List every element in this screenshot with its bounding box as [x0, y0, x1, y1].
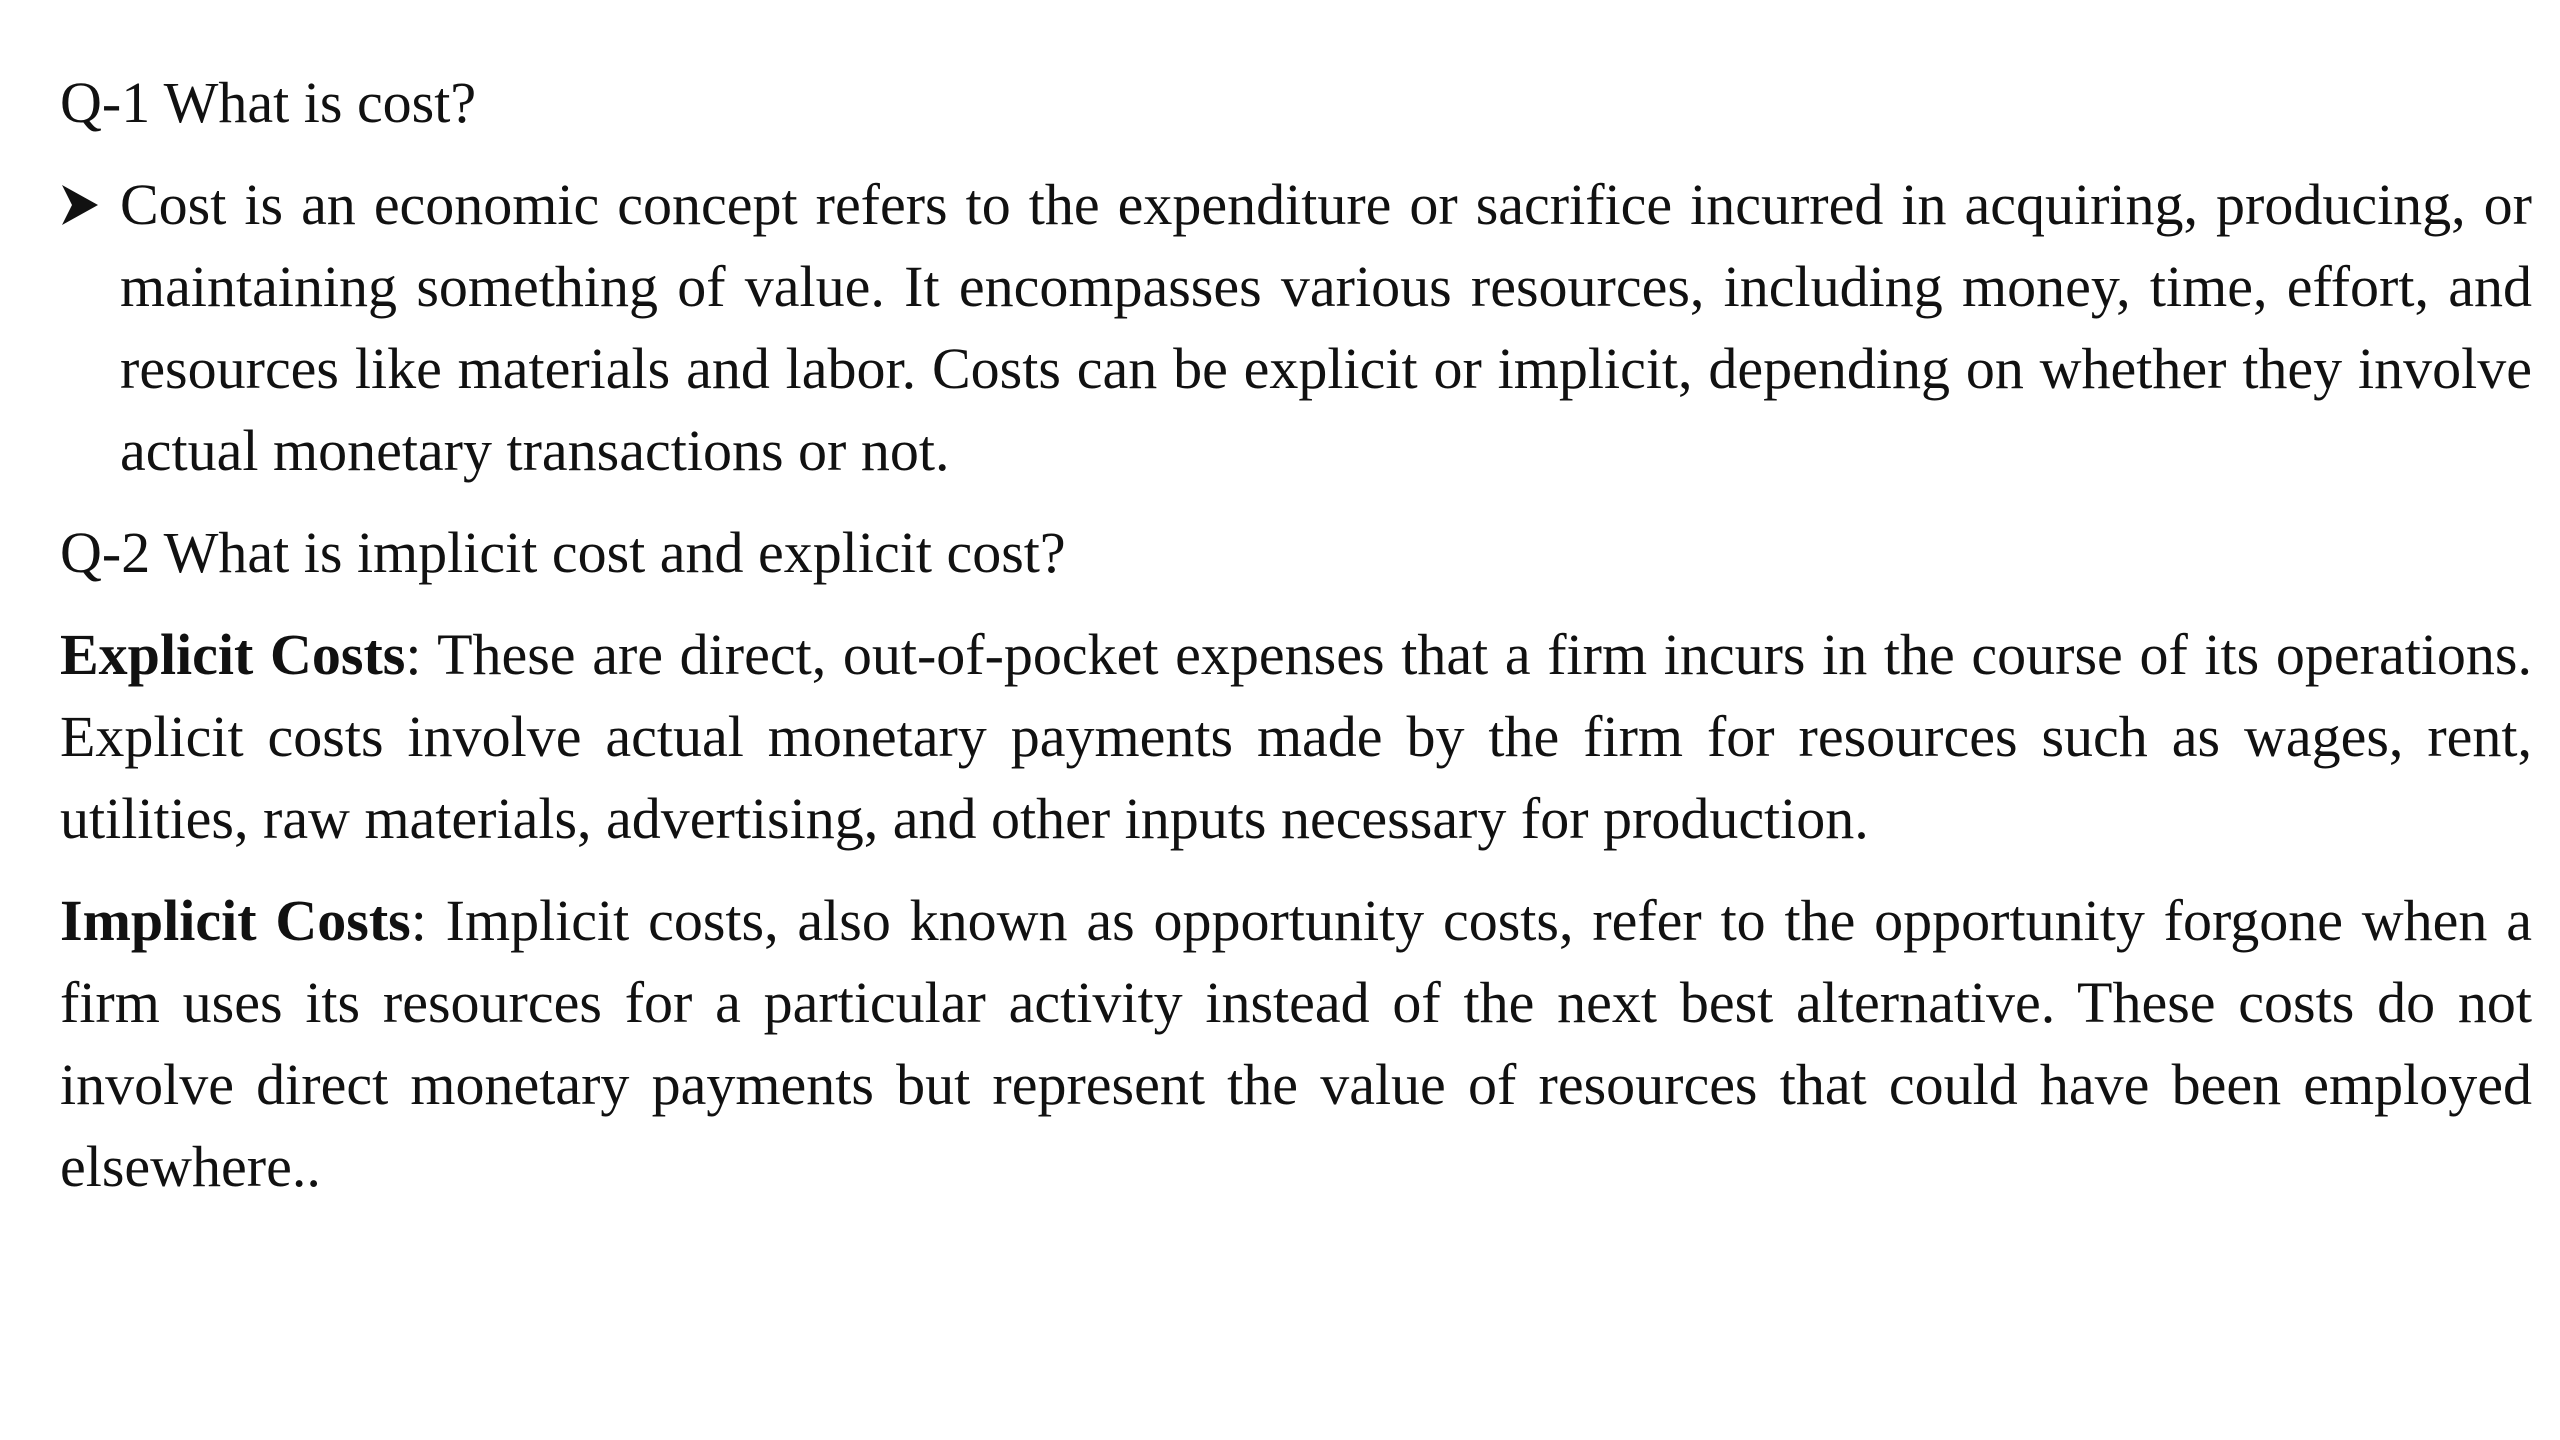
question-1-answer-bullet: [60, 164, 2532, 492]
implicit-costs-text: : Implicit costs, also known as opportunity costs, refer to the opportunity forgone when a firm uses its resources for a particular activity instead of the next best alternative. These costs do not involve direct monetary payments but represent the value of resources that could have been employed elsewhere..: [60, 888, 2532, 1199]
explicit-costs-term: Explicit Costs: [60, 622, 406, 687]
implicit-costs-term: Implicit Costs: [60, 888, 411, 953]
question-1-heading: Q-1 What is cost?: [60, 70, 477, 135]
arrowhead-bullet-icon: [60, 164, 120, 246]
document-page: [60, 62, 2532, 1228]
question-2-heading: Q-2 What is implicit cost and explicit cost?: [60, 520, 1066, 585]
explicit-costs-text: : These are direct, out-of-pocket expenses that a firm incurs in the course of its operations. Explicit costs involve actual monetary payments made by the firm for resources such as wages, rent, utilities, raw materials, advertising, and other inputs necessary for production.: [60, 622, 2532, 851]
implicit-costs-definition: [60, 880, 2532, 1208]
explicit-costs-definition: [60, 614, 2532, 860]
question-1-answer-text: Cost is an economic concept refers to the expenditure or sacrifice incurred in acquiring, producing, or maintaining something of value. It encompasses various resources, including money, time, effort, and resources like materials and labor. Costs can be explicit or implicit, depending on whether they involve actual monetary transactions or not.: [120, 172, 2532, 483]
